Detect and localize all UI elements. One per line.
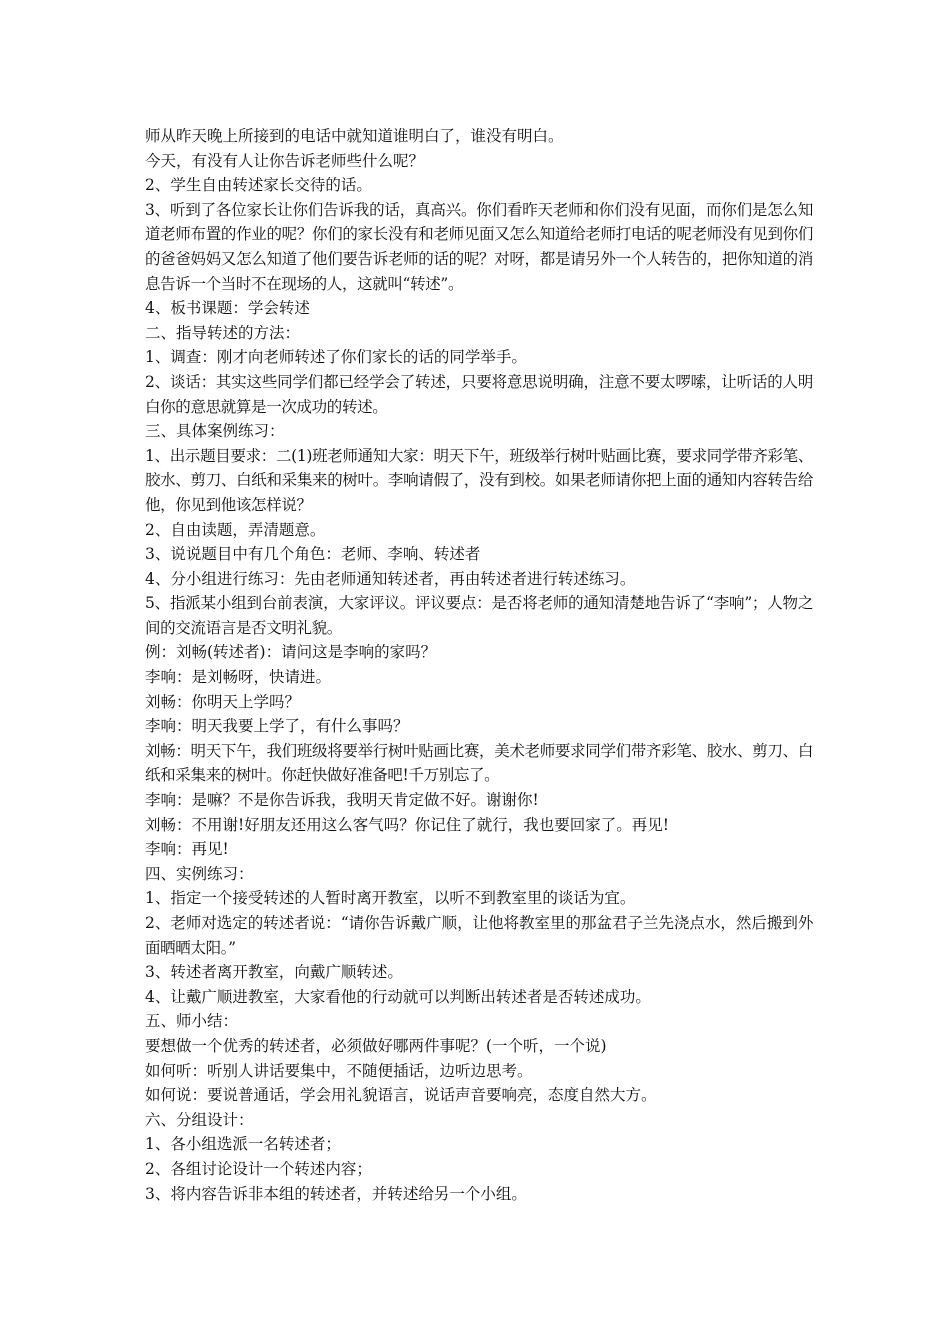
paragraph: 1、指定一个接受转述的人暂时离开教室，以听不到教室里的谈话为宜。 xyxy=(145,889,636,908)
paragraph: 师从昨天晚上所接到的电话中就知道谁明白了，谁没有明白。 xyxy=(145,127,564,145)
paragraph: 3、说说题目中有几个角色：老师、李响、转述者 xyxy=(145,545,481,564)
paragraph: 2、谈话：其实这些同学们都已经学会了转述，只要将意思说明确，注意不要太啰嗦，让听话的人明白你的意思就算是一次成功的转述。 xyxy=(145,372,813,416)
paragraph: 4、板书课题：学会转述 xyxy=(145,299,310,318)
paragraph: 2、学生自由转述家长交待的话。 xyxy=(145,176,372,195)
paragraph: 2、自由读题，弄清题意。 xyxy=(145,520,326,539)
paragraph: 如何听：听别人讲话要集中，不随便插话，边听边思考。 xyxy=(145,1061,533,1080)
section-heading: 二、指导转述的方法： xyxy=(145,323,301,342)
dialogue-line: 李响：再见! xyxy=(145,840,229,859)
paragraph: 要想做一个优秀的转述者，必须做好哪两件事呢？(一个听，一个说) xyxy=(145,1036,607,1055)
paragraph: 4、分小组进行练习：先由老师通知转述者，再由转述者进行转述练习。 xyxy=(145,569,636,588)
section-heading: 三、具体案例练习： xyxy=(145,422,285,441)
dialogue-line: 刘畅：你明天上学吗？ xyxy=(145,692,301,711)
dialogue-line: 李响：是刘畅呀，快请进。 xyxy=(145,668,332,687)
paragraph: 5、指派某小组到台前表演，大家评议。评议要点：是否将老师的通知清楚地告诉了“李响”；人物之间的交流语言是否文明礼貌。 xyxy=(145,594,813,637)
paragraph: 4、让戴广顺进教室，大家看他的行动就可以判断出转述者是否转述成功。 xyxy=(145,987,651,1006)
dialogue-line: 例：刘畅(转述者)：请问这是李响的家吗？ xyxy=(145,643,437,662)
dialogue-line: 刘畅：明天下午，我们班级将要举行树叶贴画比赛，美术老师要求同学们带齐彩笔、胶水、剪刀、白纸和采集来的树叶。你赶快做好准备吧!千万别忘了。 xyxy=(145,741,813,785)
paragraph: 如何说：要说普通话，学会用礼貌语言，说话声音要响亮，态度自然大方。 xyxy=(145,1086,657,1105)
paragraph: 1、调查：刚才向老师转述了你们家长的话的同学举手。 xyxy=(145,348,527,367)
dialogue-line: 李响：明天我要上学了，有什么事吗？ xyxy=(145,717,409,736)
paragraph: 3、将内容告诉非本组的转述者，并转述给另一个小组。 xyxy=(145,1184,527,1203)
paragraph: 3、转述者离开教室，向戴广顺转述。 xyxy=(145,963,403,982)
section-heading: 四、实例练习： xyxy=(145,864,254,883)
paragraph: 2、各组讨论设计一个转述内容； xyxy=(145,1159,372,1178)
section-heading: 六、分组设计： xyxy=(145,1110,254,1129)
paragraph: 2、老师对选定的转述者说：“请你告诉戴广顺，让他将教室里的那盆君子兰先浇点水，然后搬到外面晒晒太阳。” xyxy=(145,914,813,957)
paragraph: 1、各小组选派一名转述者； xyxy=(145,1135,341,1154)
document-body xyxy=(145,124,813,1206)
paragraph: 1、出示题目要求：二(1)班老师通知大家：明天下午，班级举行树叶贴画比赛，要求同学带齐彩笔、胶水、剪刀、白纸和采集来的树叶。李响请假了，没有到校。如果老师请你把上面的通知内容转告给他，你见到他该怎样说？ xyxy=(145,446,813,514)
dialogue-line: 李响：是嘛？不是你告诉我，我明天肯定做不好。谢谢你! xyxy=(145,791,539,810)
paragraph: 3、听到了各位家长让你们告诉我的话，真高兴。你们看昨天老师和你们没有见面，而你们是怎么知道老师布置的作业的呢？你们的家长没有和老师见面又怎么知道给老师打电话的呢老师没有见到你们的爸爸妈妈又怎么知道了他们要告诉老师的话的呢？对呀，都是请另外一个人转告的，把你知道的消息告诉一个当时不在现场的人，这就叫“转述”。 xyxy=(145,200,813,293)
paragraph: 今天，有没有人让你告诉老师些什么呢？ xyxy=(145,151,425,170)
dialogue-line: 刘畅：不用谢!好朋友还用这么客气吗？你记住了就行，我也要回家了。再见! xyxy=(145,815,669,834)
section-heading: 五、师小结： xyxy=(145,1012,239,1031)
